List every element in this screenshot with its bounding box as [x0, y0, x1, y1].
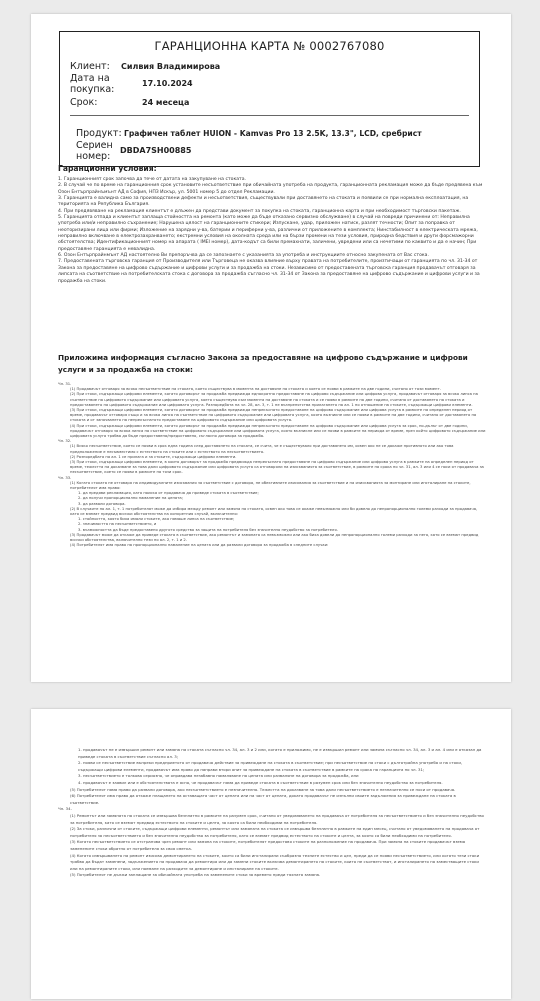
- law-line: (1) Всяко несъответствие, което се появи в срок една година след доставянето на стоката, се счита, че е съществувало при доставянето им, освен ако не се докаже противното или ако това предположение е несъвместимо с естеството на стоките или с естеството на несъответствието.: [70, 444, 454, 454]
- law-line: Чл. 34.: [58, 806, 72, 812]
- law-line: (5) Потребителят няма право да развали договора, ако несъответствието е незначително. Тежестта на доказване за това дали несъответствието е незначително се носи от продавача.: [70, 786, 456, 792]
- law-line: 3. възможността да бъде предоставено другото средство за защита на потребителя без значително неудобство за потребителя.: [78, 527, 338, 532]
- terms-item: 6. Озон Ентърпрайнмънт АД настоятелно Ви препоръчва да се запознаете с указанията за употреба и инструкциите относно закупената от Вас стока.: [58, 253, 429, 259]
- product-value: Графичен таблет HUION - Kamvas Pro 13 2.5K, 13.3", LCD, сребрист: [124, 129, 422, 138]
- law-line: (1) Ремонтът или замяната на стоката се извършва безплатно в рамките на разумен срок, считано от уведомяването на продавача от потребителя за несъответствието и без значително неудобство за потребителя, като се вземат предвид естеството на стоките и целта, за която са били необходими на потребителя.: [70, 812, 484, 825]
- serial-label-line1: Сериен: [76, 140, 113, 151]
- card-divider: [70, 115, 469, 116]
- law-line: (3) При стоки, съдържащи цифрови елементи, когато договорът за продажба предвижда непрекъснато предоставяне на цифрово съдържание или цифрова услуга в рамките на определен период от време, продавачът отговаря също и за всяка липса на съответствие на цифровото съдържание или цифровата услуга, която възникне или се появи в рамките на две години, считано от доставянето на стоката и от започването на непрекъснатото предоставяне на цифровото съдържание или цифровата услуга.: [70, 408, 477, 423]
- terms-list: [58, 177, 486, 285]
- purchase-date-label-line2: покупка:: [70, 84, 115, 95]
- terms-item: 5. Гаранцията отпада и клиентът заплаща стойността на ремонта (като може да бъде отказано сервизно обслужване) в случай на повреди причинени от: Неправилна употреба или/и неправилно съхранение; Нарушена цялост на гаранционните стикери; Изпускане, удар, приложен натиск, разлят течности; Опит за поправка от неоторизирани лица или фирми; Изложение на зарядни у-ва, батерии и периферни у-ва, различни от приложените в комплекта; Нинстабилност в електрическата мрежа, неправилно включване в електрозахранването; екстремни условия на околната среда или на бързи промени на тези условия, природна бедствия и други форсмажорни обстоятелства; Идентификационният номер на апарата ( IMEI номер), дата-кодът са били премахнати, заличени, увредени или са нечетими по каквито и да е начин; При предоставяне гаранцията е невалидна.: [58, 215, 478, 252]
- law-line: 1. стойността, която биха имали стоките, ако нямаше липса на съответствие;: [78, 517, 235, 522]
- law-line: 1. продавачът не е извършил ремонт или замяна на стоката съгласно чл. 34, ал. 3 и 2 или, когато е приложимо, не е извършил ремонт или замяна съгласно чл. 34, ал. 3 и ал. 4 или е отказал да приведе стоката в съответствие съгласно ал. 3;: [78, 747, 482, 759]
- law-line: (2) За стоки, различни от стоките, съдържащи цифрови елементи, ремонтът или замяната на стоката се извършва безплатно в рамките на един месец, считано от уведомяването на продавача от потребителя за несъответствието и без значително неудобство за потребителя, като се вземат предвид естеството на стоките и целта, за която са били необходими на потребителя.: [70, 826, 480, 838]
- law-line: (5) Потребителят не дължи заплащане за обичайната употреба на заменените стоки за времето преди тяхната замяна.: [70, 872, 321, 878]
- terms-item: 4. При предявяване на рекламация клиентът е длъжен да представи документ за покупка на стоката, гаранционна карта и при необходимост търговски пакетаж.: [58, 208, 461, 214]
- client-label: Клиент:: [70, 61, 110, 72]
- terms-item: 1. Гаранционният срок започва да тече от датата на закупуване на стоката.: [58, 177, 246, 182]
- client-value: Силвия Владимирова: [121, 62, 221, 71]
- law-line: (4) Потребителят има право на пропорционално намаление на цената или да развали договора за продажба в следните случаи:: [70, 543, 329, 548]
- law-line: (3) Когато несъответствието се отстранява чрез ремонт или замяна на стоките, потребителят предоставя стоките на разположение на продавача. При замяна на стоките продавачът взема заменените стоки обратно от потребителя за своя сметка.: [70, 839, 466, 851]
- annex-text: [58, 382, 486, 549]
- terms-title: Гаранционни условия:: [58, 164, 157, 173]
- law-line: (4) При стоки, съдържащи цифрови елементи, когато договорът за продажба предвижда непрекъснато предоставяне на цифрово съдържание или цифрова услуга за срок, по-дълъг от две години, продавачът отговаря за всяка липса на съответствие на цифровото съдържание или цифровата услуга, която възникне или се появи в рамките на периода от време, през който цифровото съдържание или цифровата услуга трябва да бъде предоставена/предоставено, съгласно договора за продажба.: [70, 423, 486, 439]
- annex-title: Приложима информация съгласно Закона за предоставяне на цифрово съдържание и цифрови услуги и за продажба на стоки:: [58, 353, 468, 374]
- law-line: Чл. 32.: [58, 439, 72, 444]
- document-page-2: [31, 709, 511, 999]
- law-line: (2) При стоки, съдържащи цифрови елементи, когато договорът за продажба предвижда еднократно предоставяне на цифрово съдържание или цифрова услуга, продавачът отговаря за всяко липса на съответствие на цифровото съдържание или цифровата услуга, което съществува към момента на доставяне на стоката и се появи в рамките на две години, считано от доставянето на стоката и предоставянето на цифровото съдържание или цифровата услуга. Разпоредбата на чл. 28, ал. 3, т. 1 не възпрепятства прилагането на ал. 1 по отношение на стоките, съдържащи цифрови елементи.: [70, 392, 478, 407]
- terms-item: 2. В случай че по време на гаранционния срок установите несъответствие при обичайната употреба на продукта, гаранционната рекламация може да бъде предявена към Озон Ентърпрайнъмънт АД в София, НПЗ Искър, ул. 5001 номер 5 до отдел Рекламации.: [58, 183, 483, 195]
- law-line: 3. несъответствието е толкова сериозно, че оправдава незабавно намаляване на цената или разваляне на договора за продажба, или: [78, 773, 359, 779]
- terms-item: 7. Предоставената търговска гаранция от Производителя или Търговеца не оказва влияние върху правата на потребителите, произтичащи от гаранцията по чл. 31-34 от Закона за предоставяне на цифрово съдържание и цифрови услуги и за продажба на стоки. Независимо от предоставената търговска гаранция продавачът отговаря за липсата на съответствие на потребителската стока с договора за продажба съгласно чл. 31-34 от Закона за предоставяне на цифрово съдържание и цифрови услуги и за продажба на стоки.: [58, 259, 480, 284]
- law-line: (4) Когато извършването на ремонт изисква демонтирането на стоките, които са били инсталирани съобразно техните естество и цел, преди да се появи несъответствието, или когато тези стоки трябва да бъдат заменени, задължението на продавача да ремонтира или да замени стоките включва демонтирането на стоките, които не съответстват, и инсталирането на заместващите стоки или на ремонтираните стоки, или поемане на разходите за демонтиране и инсталиране на стоките.: [70, 852, 480, 871]
- serial-value: DBDA7SH00885: [120, 146, 192, 155]
- document-page-1: [31, 14, 511, 682]
- warranty-card-box: [59, 31, 480, 167]
- law-line: 4. продавачът е заявил или е обстоятелствата е ясно, че продавачът няма да приведе стоката в съответствие в разумен срок или без значително неудобство за потребителя.: [78, 779, 443, 785]
- product-label: Продукт:: [76, 128, 122, 139]
- page2-text: [58, 747, 486, 879]
- law-line: 2. да получи пропорционално намаление на цената;: [78, 496, 183, 501]
- law-line: (2) Разпоредбата на ал. 1 се прилага и за стоките, съдържащи цифрови елементи.: [70, 454, 237, 459]
- law-line: (1) Продавачът отговаря за всяко несъответствие на стоката, което съществува в момента на доставяне на стоката и което се появи в рамките на две години, считано от този момент.: [70, 387, 441, 392]
- terms-item: 3. Гаранцията е валидна само за производствени дефекти и несъответствия, съществували при доставянето на стоката и появили се при нормална експлоатация, на територията на Република България.: [58, 196, 469, 208]
- warranty-card-title: ГАРАНЦИОННА КАРТА № 0002767080: [154, 39, 385, 53]
- law-line: (3) При стоки, съдържащи цифрови елементи, в които договорът за продажба предвижда непрекъснато предоставяне на цифрово съдържание или цифрова услуга в рамките на определен период от време, тежестта на доказване за това дали цифровото съдържание или цифровата услуга са отговаряли на изискванията за съответствие, в рамките на срока по чл. 31, ал. 3 или 4 се носи от продавача за несъответствие, което се появи в рамките на този срок.: [70, 460, 484, 475]
- law-line: 1. да предяви рекламация, като поиска от продавача да приведе стоката в съответствие;: [78, 491, 259, 496]
- law-line: (6) Потребителят има право да откаже плащането на оставащата част от цената или на част от цената, докато продавачът не изпълни своите задължения за привеждане на стоката в съответствие.: [70, 793, 456, 805]
- law-line: Чл. 33.: [58, 475, 72, 480]
- law-line: 2. значимостта на несъответствието, и: [78, 522, 157, 527]
- law-line: (1) Когато стоката не отговаря на индивидуалните изисквания за съответствие с договора, не обективните изисквания за съответствие и на изискванията за монтиране или инсталиране на стоките, потребителят има право:: [70, 480, 471, 491]
- law-line: (3) Продавачът може да откаже да приведе стоката в съответствие, ако ремонтът и замяната са невъзможни или ако биха довели до непропорционално големи разходи за него, като се вземат предвид всички обстоятелства, включително тези по ал. 2, т. 1 и 2.: [70, 532, 479, 543]
- purchase-date-label-line1: Дата на: [70, 73, 110, 84]
- term-value: 24 месеца: [142, 98, 190, 107]
- purchase-date-value: 17.10.2024: [142, 79, 193, 88]
- law-line: 3. да развали договора.: [78, 501, 126, 506]
- law-line: (2) В случаите по ал. 1, т. 1 потребителят може да избира между ремонт или замяна на стоката, освен ако това се окаже невъзможно или би довело до непропорционално големи разходи за продавача, като се вземат предвид всички обстоятелства на конкретния случай, включително:: [70, 506, 478, 517]
- term-label: Срок:: [70, 97, 98, 108]
- law-line: 2. появи се несъответствие въпреки предприетото от продавача действие за привеждане на стоката в съответствие; при несъответствие на стоки с дълготрайна употреба и на стоки, съдържащи цифрови елементи, продавачът има право да направи втори опит за привеждане на стоката в съответствие в рамките на срока на гаранцията по чл. 31;: [78, 760, 463, 772]
- serial-label-line2: номер:: [76, 151, 111, 162]
- law-line: Чл. 31.: [58, 382, 72, 386]
